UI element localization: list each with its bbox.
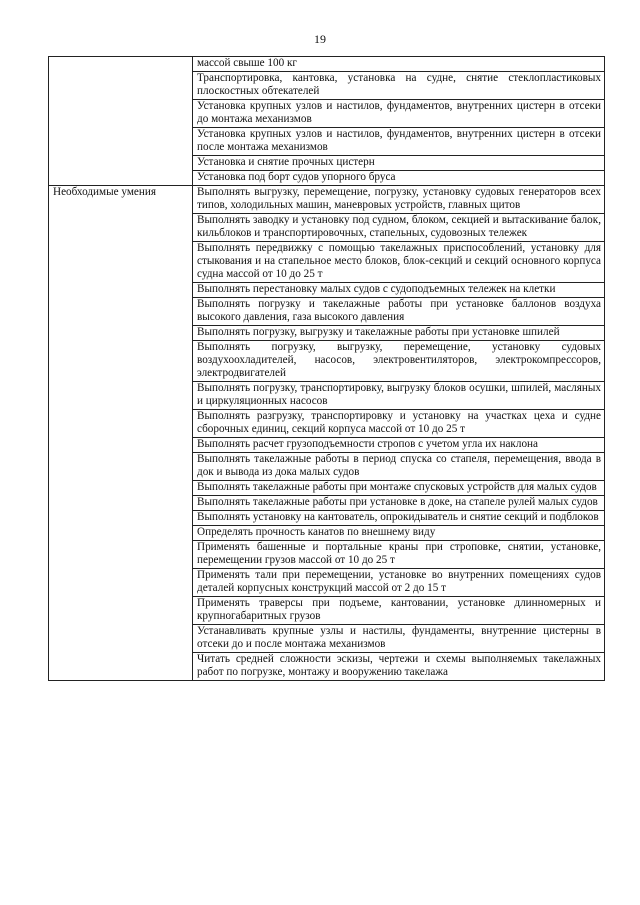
skill-cell: Выполнять такелажные работы при установке в доке, на стапеле рулей малых судов xyxy=(193,496,605,511)
table-row xyxy=(49,57,605,72)
skill-cell: Применять башенные и портальные краны при строповке, снятии, установке, перемещении грузов массой от 10 до 25 т xyxy=(193,541,605,569)
table-cell: Транспортировка, кантовка, установка на судне, снятие стеклопластиковых плоскостных обтекателей xyxy=(193,72,605,100)
skill-cell: Читать средней сложности эскизы, чертежи и схемы выполняемых такелажных работ по погрузке, монтажу и вооружению такелажа xyxy=(193,653,605,681)
table-row xyxy=(49,186,605,214)
table-cell: Установка крупных узлов и настилов, фундаментов, внутренних цистерн в отсеки после монтажа механизмов xyxy=(193,128,605,156)
skill-cell: Применять тали при перемещении, установке во внутренних помещениях судов деталей корпусных конструкций массой от 2 до 15 т xyxy=(193,569,605,597)
skill-cell: Выполнять такелажные работы при монтаже спусковых устройств для малых судов xyxy=(193,481,605,496)
skill-cell: Выполнять расчет грузоподъемности стропов с учетом угла их наклона xyxy=(193,438,605,453)
skill-cell: Выполнять такелажные работы в период спуска со стапеля, перемещения, ввода в док и вывода из дока малых судов xyxy=(193,453,605,481)
table-cell: Установка и снятие прочных цистерн xyxy=(193,156,605,171)
skill-cell: Выполнять перестановку малых судов с судоподъемных тележек на клетки xyxy=(193,283,605,298)
skill-cell: Выполнять погрузку, выгрузку и такелажные работы при установке шпилей xyxy=(193,326,605,341)
skill-cell: Выполнять установку на кантователь, опрокидыватель и снятие секций и подблоков xyxy=(193,511,605,526)
skill-cell: Выполнять выгрузку, перемещение, погрузку, установку судовых генераторов всех типов, холодильных машин, маневровых устройств, главных щитов xyxy=(193,186,605,214)
skill-cell: Выполнять разгрузку, транспортировку и установку на участках цеха и судне сборочных единиц, секций корпуса массой от 10 до 25 т xyxy=(193,410,605,438)
skill-cell: Определять прочность канатов по внешнему виду xyxy=(193,526,605,541)
table-cell: Установка крупных узлов и настилов, фундаментов, внутренних цистерн в отсеки до монтажа механизмов xyxy=(193,100,605,128)
page-number: 19 xyxy=(314,32,326,46)
skill-cell: Выполнять заводку и установку под судном, блоком, секцией и вытаскивание балок, кильблоков и транспортировочных, стапельных, судовозных тележек xyxy=(193,214,605,242)
skill-cell: Устанавливать крупные узлы и настилы, фундаменты, внутренние цистерны в отсеки до и после монтажа механизмов xyxy=(193,625,605,653)
requirements-table xyxy=(48,56,605,681)
skill-cell: Выполнять погрузку, выгрузку, перемещение, установку судовых воздухоохладителей, насосов, электровентиляторов, электрокомпрессоров, электродвигателей xyxy=(193,341,605,382)
skill-cell: Применять траверсы при подъеме, кантовании, установке длинномерных и крупногабаритных грузов xyxy=(193,597,605,625)
skill-cell: Выполнять погрузку и такелажные работы при установке баллонов воздуха высокого давления, газа высокого давления xyxy=(193,298,605,326)
skill-cell: Выполнять передвижку с помощью такелажных приспособлений, установку для стыкования и на стапельное место блоков, блок-секций и секций основного корпуса судна массой от 10 до 25 т xyxy=(193,242,605,283)
skill-cell: Выполнять погрузку, транспортировку, выгрузку блоков осушки, шпилей, масляных и циркуляционных насосов xyxy=(193,382,605,410)
empty-label-cell xyxy=(49,57,193,186)
skills-label-cell: Необходимые умения xyxy=(49,186,193,681)
table-cell: Установка под борт судов упорного бруса xyxy=(193,171,605,186)
table-cell: массой свыше 100 кг xyxy=(193,57,605,72)
